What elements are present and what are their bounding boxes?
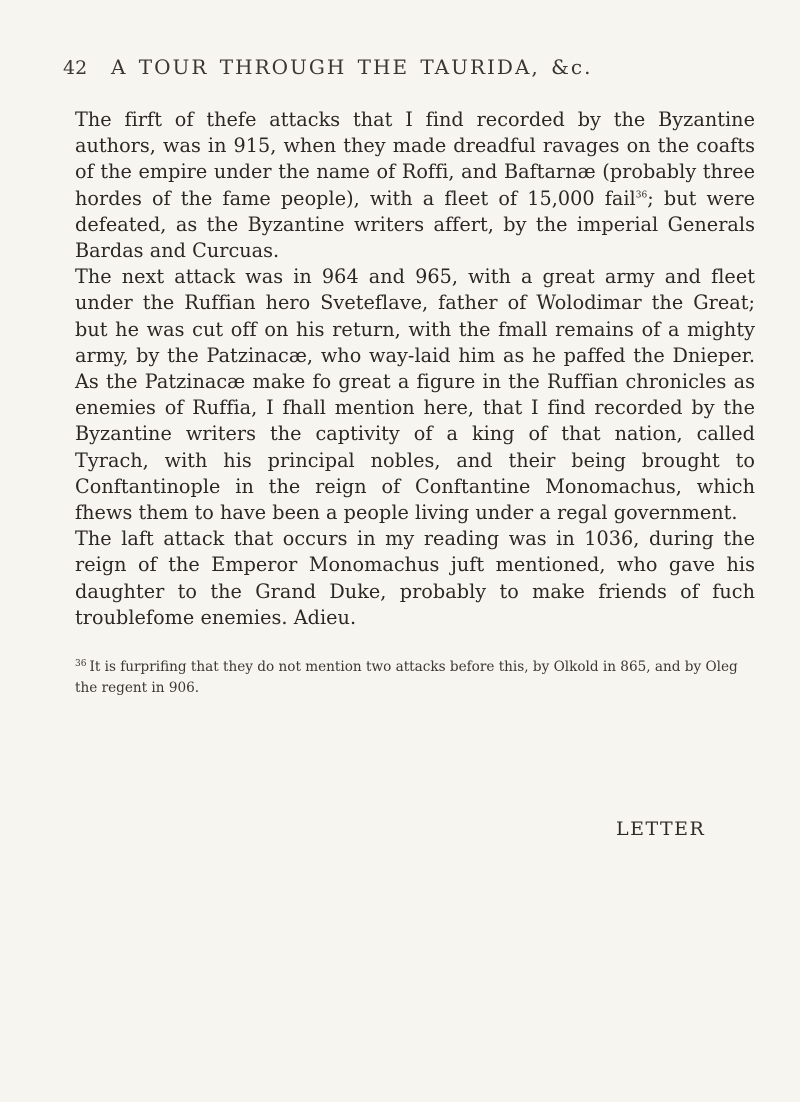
paragraph-1-tail: ; but were defeated, as the Byzantine writers affert, by the imperial Generals Bardas and Curcuas. [75,186,755,263]
footnote [75,657,755,699]
paragraph-1-text: The firft of thefe attacks that I find recorded by the Byzantine authors, was in 915, when they made dreadful ravages on the coafts of the empire under the name of Roffi, and Baftarnæ (probably three hordes of the fame people), with a fleet of 15,000 fail [75,108,755,210]
running-title: A TOUR THROUGH THE TAURIDA, &c. [111,55,593,79]
paragraph-3: The laft attack that occurs in my reading was in 1036, during the reign of the Emperor Monomachus juft mentioned, who gave his daughter to the Grand Duke, probably to make friends of fuch troublefome enemies. Adieu. [75,527,755,629]
running-head [63,55,755,95]
body-text [75,107,755,631]
book-page [63,55,755,699]
footnote-reference: 36 [635,190,648,201]
footnote-text: It is furprifing that they do not mention two attacks before this, by Olkold in 865, and by Oleg the regent in 906. [75,659,738,697]
page-number: 42 [63,57,88,79]
paragraph-1 [75,107,755,264]
footnote-mark: 36 [75,658,87,669]
paragraph-2: The next attack was in 964 and 965, with a great army and fleet under the Ruffian hero Sveteflave, father of Wolodimar the Great; but he was cut off on his return, with the fmall remains of a mighty army, by the Patzinacæ, who way-laid him as he paffed the Dnieper. As the Patzinacæ make fo great a figure in the Ruffian chronicles as enemies of Ruffia, I fhall mention here, that I find recorded by the Byzantine writers the captivity of a king of that nation, called Tyrach, with his principal nobles, and their being brought to Conftantinople in the reign of Conftantine Monomachus, which fhews them to have been a people living under a regal government. [75,265,755,525]
catchword: LETTER [616,818,706,840]
